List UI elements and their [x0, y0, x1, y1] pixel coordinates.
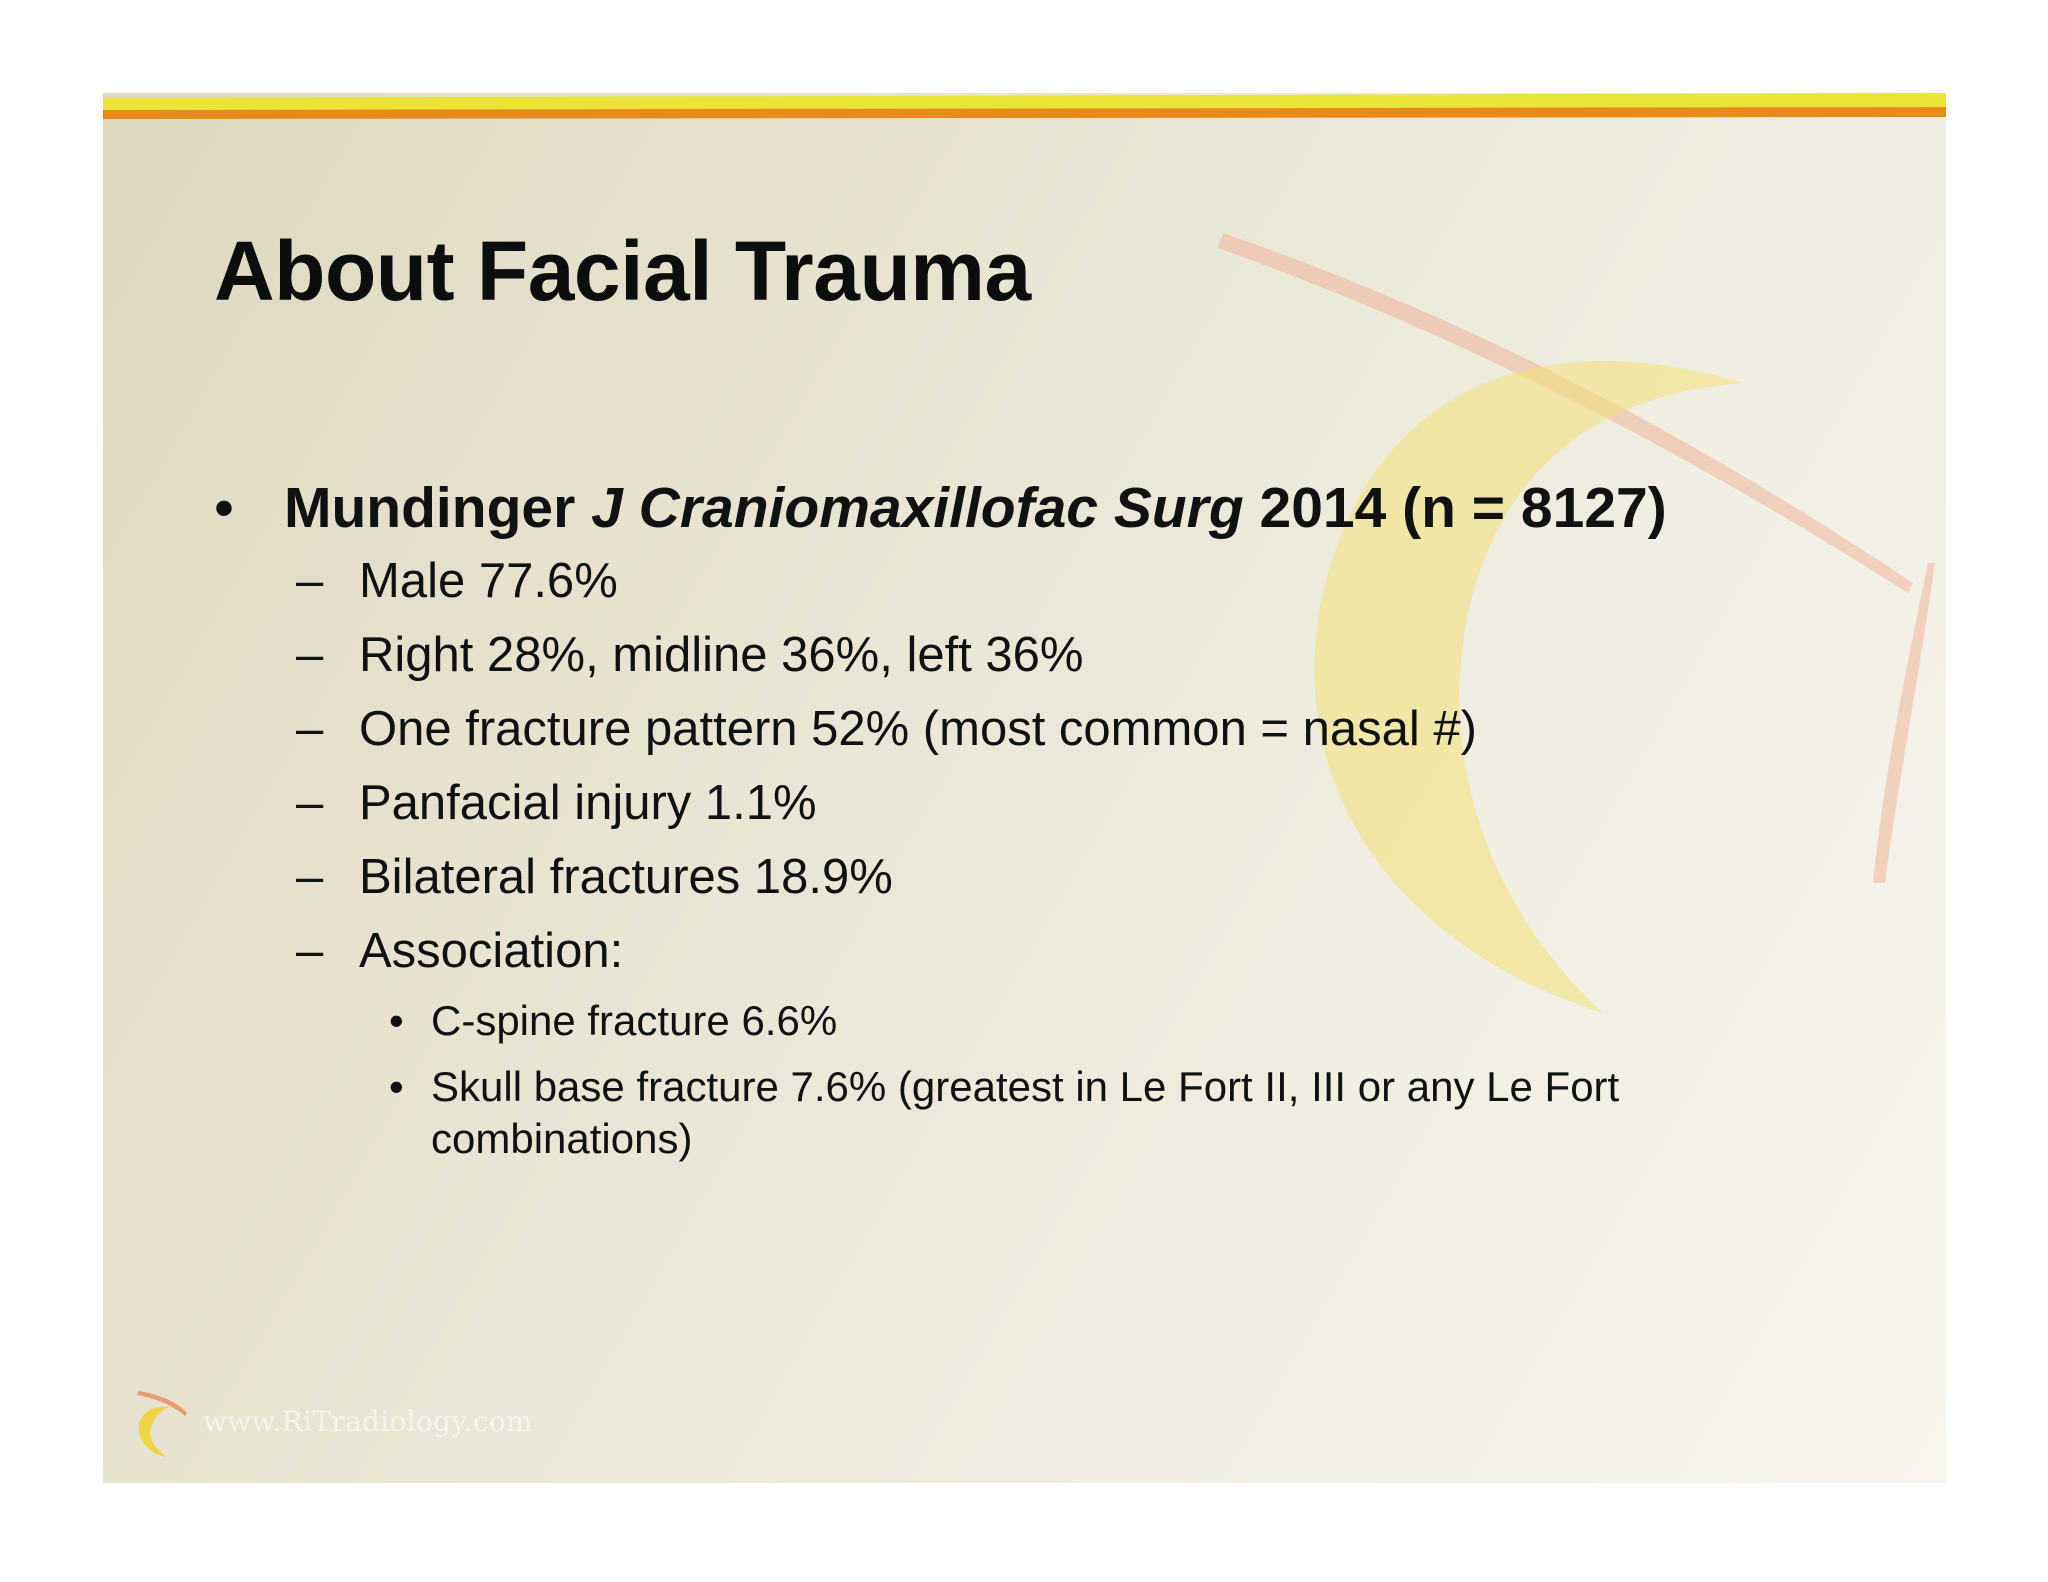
bullet-icon: • — [214, 476, 234, 540]
sub-bullet-item — [214, 773, 1864, 833]
slide-title: About Facial Trauma — [214, 224, 1031, 318]
association-text: Skull base fracture 7.6% (greatest in Le Fort II, III or any Le Fort combinations) — [431, 1063, 1620, 1162]
association-text: C-spine fracture 6.6% — [431, 997, 838, 1044]
dash-icon: – — [296, 924, 324, 978]
study-details: 2014 (n = 8127) — [1259, 476, 1667, 540]
sub-bullet-text: Male 77.6% — [359, 554, 618, 608]
sub-bullet-item — [214, 551, 1864, 611]
logo-icon — [131, 1385, 191, 1461]
association-item — [214, 1061, 1864, 1165]
dash-icon: – — [296, 628, 324, 682]
header-bar — [103, 93, 1946, 121]
sub-bullet-list — [214, 551, 1864, 981]
bullet-mundinger — [214, 473, 1864, 543]
sub-bullet-item — [214, 699, 1864, 759]
dash-icon: – — [296, 850, 324, 904]
sub-bullet-text: Association: — [359, 924, 624, 978]
dash-icon: – — [296, 776, 324, 830]
association-list — [214, 995, 1864, 1165]
bullet-icon: • — [389, 997, 404, 1044]
dash-icon: – — [296, 702, 324, 756]
sub-bullet-text: Panfacial injury 1.1% — [359, 776, 817, 830]
association-item — [214, 995, 1864, 1047]
sub-bullet-item — [214, 847, 1864, 907]
study-author: Mundinger — [284, 476, 576, 540]
sub-bullet-text: One fracture pattern 52% (most common = nasal #) — [359, 702, 1477, 756]
bullet-text — [284, 473, 1667, 543]
journal-name: J Craniomaxillofac Surg — [591, 476, 1244, 540]
bullet-icon: • — [389, 1063, 404, 1110]
sub-bullet-item — [214, 625, 1864, 685]
dash-icon: – — [296, 554, 324, 608]
footer-url: www.RiTradiology.com — [203, 1405, 533, 1438]
sub-bullet-item — [214, 921, 1864, 981]
bullet-list — [214, 473, 1864, 1179]
sub-bullet-text: Bilateral fractures 18.9% — [359, 850, 893, 904]
sub-bullet-text: Right 28%, midline 36%, left 36% — [359, 628, 1084, 682]
slide — [103, 93, 1946, 1483]
